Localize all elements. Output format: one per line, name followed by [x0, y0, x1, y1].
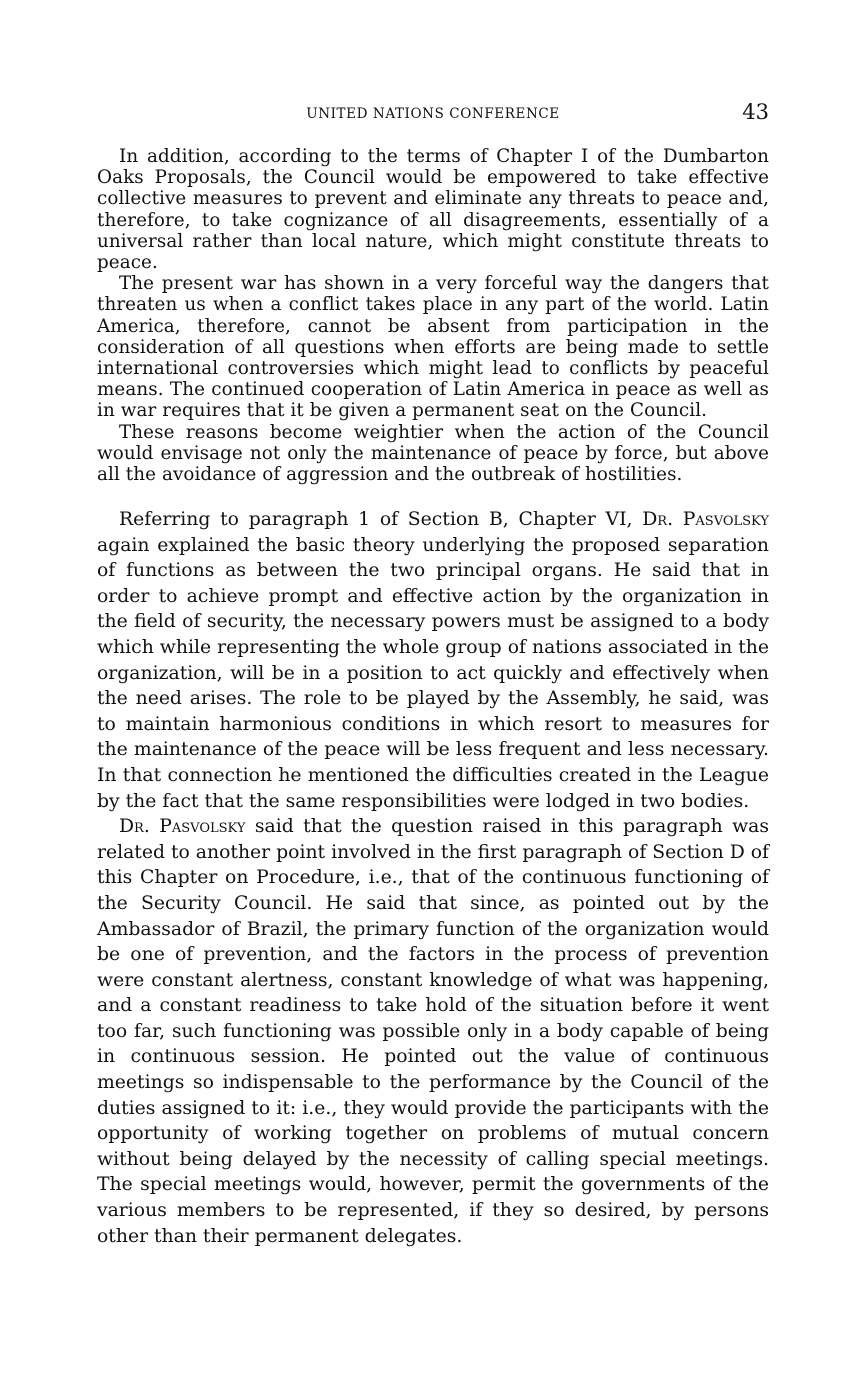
page-header — [97, 102, 769, 128]
running-head: UNITED NATIONS CONFERENCE — [306, 106, 560, 122]
quote-paragraph: The present war has shown in a very forceful way the dangers that threaten us when a conflict takes place in any part of the world. Latin America, therefore, cannot be absent from participation in the consideration of all questions when efforts are being made to settle international controversies which might lead to conflicts by peaceful means. The continued cooperation of Latin America in peace as well as in war requires that it be given a permanent seat on the Council. — [97, 273, 769, 422]
page-number: 43 — [742, 100, 769, 124]
body-paragraph — [97, 507, 769, 814]
body-text — [97, 507, 769, 1249]
body-paragraph — [97, 814, 769, 1249]
speaker-name: Dr. Pasvolsky — [642, 509, 769, 530]
body-text-run: said that the question raised in this paragraph was related to another point involved in the first paragraph of Section D of this Chapter on Procedure, i.e., that of the continuous functioning of the Security Council. He said that since, as pointed out by the Ambassador of Brazil, the primary function of the organization would be one of prevention, and the factors in the process of prevention were constant alertness, constant knowledge of what was happening, and a constant readiness to take hold of the situation before it went too far, such functioning was possible only in a body capable of being in continuous session. He pointed out the value of continuous meetings so indispensable to the performance by the Council of the duties assigned to it: i.e., they would provide the participants with the opportunity of working together on problems of mutual concern without being delayed by the necessity of calling special meetings. The special meetings would, however, permit the governments of the various members to be represented, if they so desired, by persons other than their permanent delegates. — [97, 816, 769, 1247]
quote-paragraph: In addition, according to the terms of Chapter I of the Dumbarton Oaks Proposals, the Council would be empowered to take effective collective measures to prevent and eliminate any threats to peace and, therefore, to take cognizance of all disagreements, essentially of a universal rather than local nature, which might constitute threats to peace. — [97, 146, 769, 274]
speaker-name: Dr. Pasvolsky — [119, 816, 246, 838]
body-text-run: again explained the basic theory underlying the proposed separation of functions as between the two principal organs. He said that in order to achieve prompt and effective action by the organization in the field of security, the necessary powers must be assigned to a body which while representing the whole group of nations associated in the organization, will be in a position to act quickly and effectively when the need arises. The role to be played by the Assembly, he said, was to maintain harmonious conditions in which resort to measures for the maintenance of the peace will be less frequent and less necessary. In that connection he mentioned the difficulties created in the League by the fact that the same responsibilities were lodged in two bodies. — [97, 534, 769, 812]
quoted-statement — [97, 146, 769, 485]
body-text-run: Referring to paragraph 1 of Section B, Chapter VI, — [119, 509, 643, 530]
quote-paragraph: These reasons become weightier when the action of the Council would envisage not only the maintenance of peace by force, but above all the avoidance of aggression and the outbreak of hostilities. — [97, 421, 769, 486]
